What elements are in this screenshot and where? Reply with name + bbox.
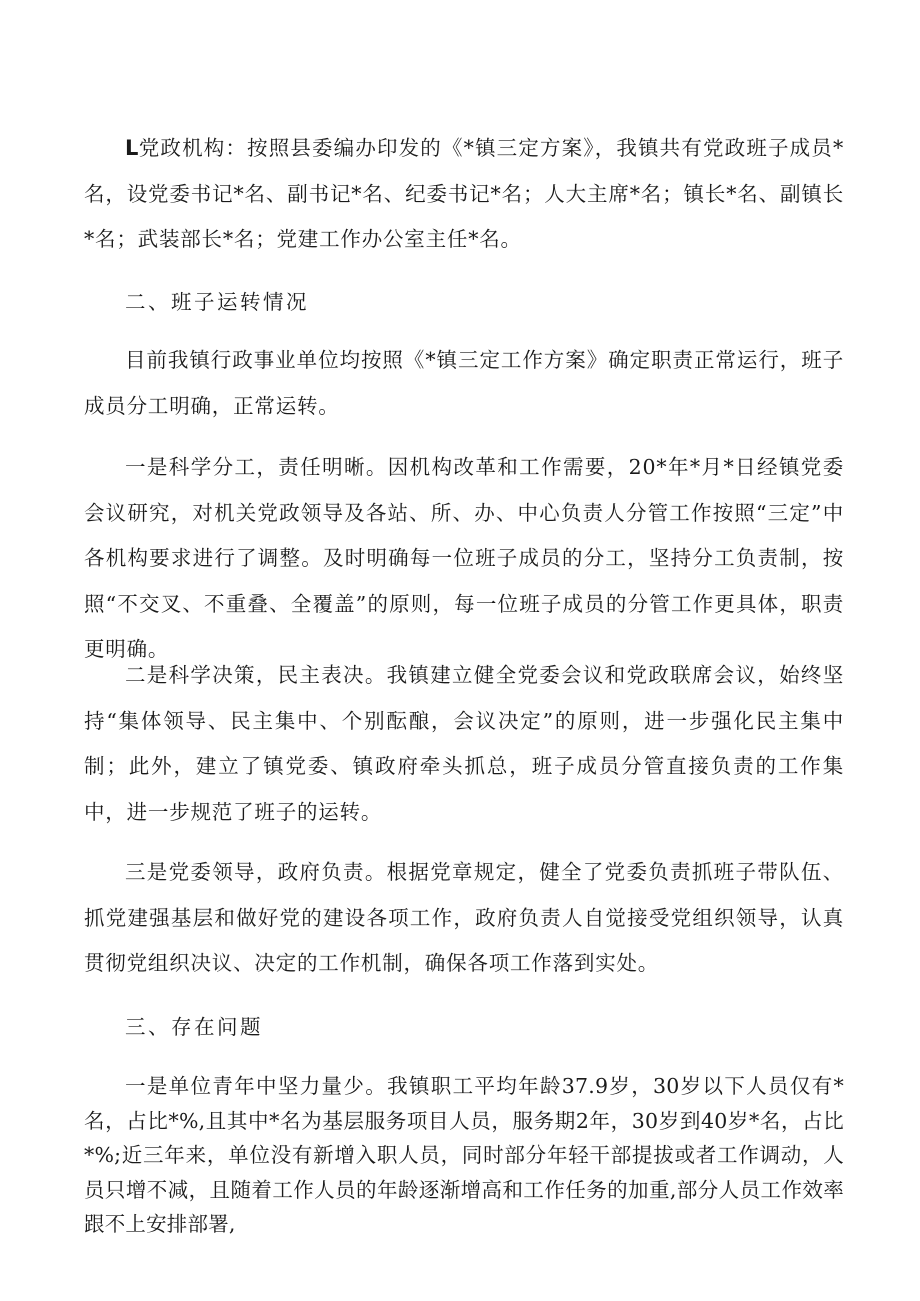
paragraph-party-government-structure xyxy=(84,126,844,263)
paragraph-scientific-division: 一是科学分工，责任明晰。因机构改革和工作需要，20*年*月*日经镇党委会议研究，对机关党政领导及各站、所、办、中心负责人分管工作按照“三定”中各机构要求进行了调整。及时明确每一位班子成员的分工，坚持分工负责制，按照“不交叉、不重叠、全覆盖”的原则，每一位班子成员的分管工作更具体，职责更明确。 xyxy=(84,455,844,661)
section-heading-existing-problems: 三、存在问题 xyxy=(125,1015,263,1039)
paragraph-youth-shortage: 一是单位青年中坚力量少。我镇职工平均年龄37.9岁，30岁以下人员仅有*名，占比*%,且其中*名为基层服务项目人员，服务期2年，30岁到40岁*名，占比*%;近三年来，单位没有新增入职人员，同时部分年轻干部提拔或者工作调动，人员只增不减，且随着工作人员的年龄逐渐增高和工作任务的加重,部分人员工作效率跟不上安排部署, xyxy=(84,1074,844,1236)
paragraph-party-leadership: 三是党委领导，政府负责。根据党章规定，健全了党委负责抓班子带队伍、抓党建强基层和做好党的建设各项工作，政府负责人自觉接受党组织领导，认真贯彻党组织决议、决定的工作机制，确保各项工作落到实处。 xyxy=(84,860,844,975)
paragraph-text: 党政机构：按照县委编办印发的《*镇三定方案》，我镇共有党政班子成员*名，设党委书记*名、副书记*名、纪委书记*名；人大主席*名；镇长*名、副镇长*名；武装部长*名；党建工作办公室主任*名。 xyxy=(84,136,844,251)
paragraph-operation-summary: 目前我镇行政事业单位均按照《*镇三定工作方案》确定职责正常运行，班子成员分工明确，正常运转。 xyxy=(84,348,844,418)
paragraph-scientific-decision: 二是科学决策，民主表决。我镇建立健全党委会议和党政联席会议，始终坚持“集体领导、民主集中、个别酝酿，会议决定”的原则，进一步强化民主集中制；此外，建立了镇党委、镇政府牵头抓总，班子成员分管直接负责的工作集中，进一步规范了班子的运转。 xyxy=(84,663,844,824)
paragraph-lead-mark: L xyxy=(125,136,139,160)
section-heading-team-operation: 二、班子运转情况 xyxy=(125,290,309,314)
